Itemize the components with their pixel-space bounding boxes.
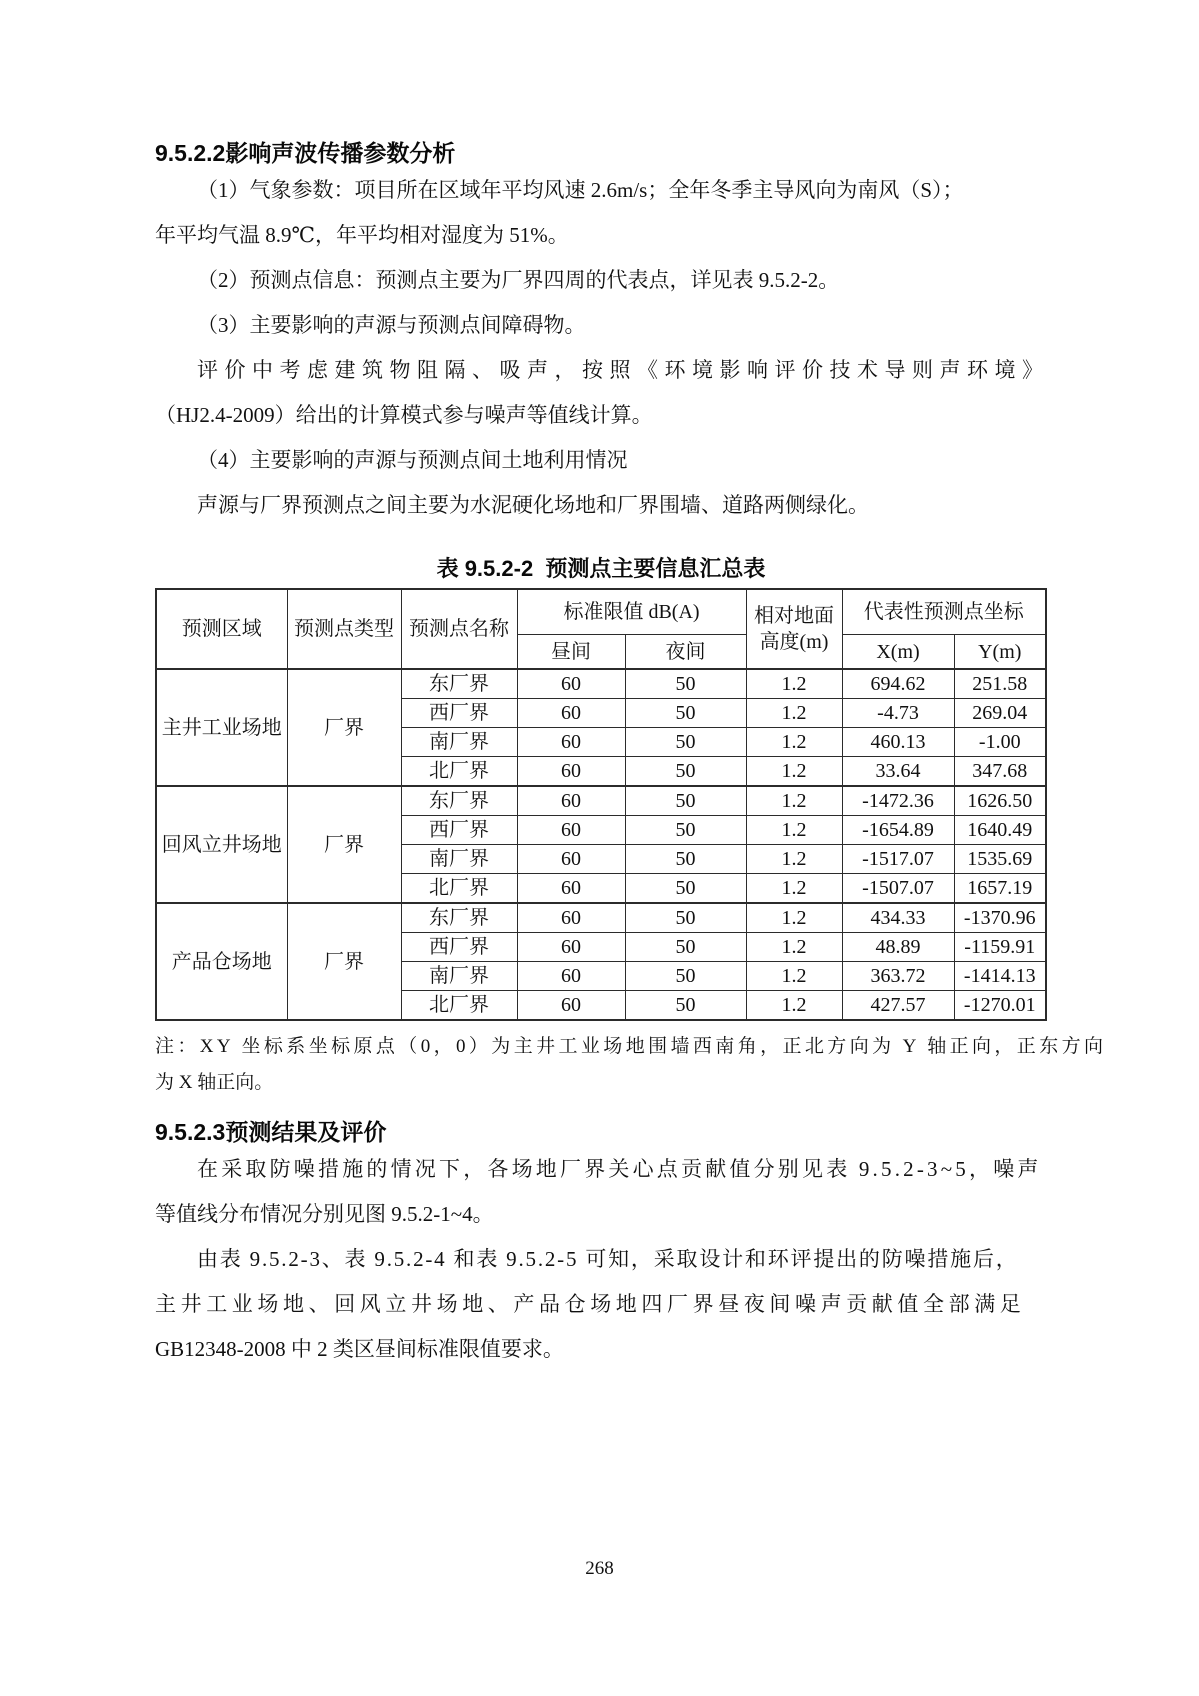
cell-day-limit: 60 (517, 991, 625, 1021)
cell-point-name: 北厂界 (401, 991, 517, 1021)
header-point-type: 预测点类型 (287, 589, 401, 669)
section-heading-9-5-2-2: 9.5.2.2影响声波传播参数分析 (155, 140, 456, 166)
cell-day-limit: 60 (517, 728, 625, 757)
cell-x: 427.57 (842, 991, 954, 1021)
cell-y: 347.68 (954, 757, 1046, 787)
paragraph-line: 主井工业场地、回风立井场地、产品仓场地四厂界昼夜间噪声贡献值全部满足 (155, 1292, 1026, 1316)
cell-point-name: 西厂界 (401, 699, 517, 728)
cell-day-limit: 60 (517, 757, 625, 787)
paragraph-line: （3）主要影响的声源与预测点间障碍物。 (197, 313, 586, 337)
header-x: X(m) (842, 635, 954, 670)
cell-night-limit: 50 (625, 845, 746, 874)
paragraph-line: （1）气象参数：项目所在区域年平均风速 2.6m/s；全年冬季主导风向为南风（S）； (197, 178, 964, 202)
cell-height: 1.2 (746, 991, 842, 1021)
cell-night-limit: 50 (625, 786, 746, 816)
cell-height: 1.2 (746, 845, 842, 874)
cell-height: 1.2 (746, 816, 842, 845)
cell-y: 1657.19 (954, 874, 1046, 904)
cell-y: -1159.91 (954, 933, 1046, 962)
cell-day-limit: 60 (517, 699, 625, 728)
header-coords: 代表性预测点坐标 (842, 589, 1046, 635)
cell-area: 主井工业场地 (156, 669, 287, 786)
cell-y: 269.04 (954, 699, 1046, 728)
table-row (156, 786, 1046, 816)
section-heading-9-5-2-3: 9.5.2.3预测结果及评价 (155, 1119, 387, 1145)
cell-day-limit: 60 (517, 903, 625, 933)
header-point-name: 预测点名称 (401, 589, 517, 669)
cell-night-limit: 50 (625, 991, 746, 1021)
cell-area: 产品仓场地 (156, 903, 287, 1020)
cell-y: 1640.49 (954, 816, 1046, 845)
cell-day-limit: 60 (517, 933, 625, 962)
cell-night-limit: 50 (625, 962, 746, 991)
cell-y: 1626.50 (954, 786, 1046, 816)
header-night: 夜间 (625, 635, 746, 670)
cell-point-name: 西厂界 (401, 816, 517, 845)
paragraph-line: 年平均气温 8.9℃，年平均相对湿度为 51%。 (155, 223, 569, 247)
cell-night-limit: 50 (625, 816, 746, 845)
cell-y: 251.58 (954, 669, 1046, 699)
cell-x: -1507.07 (842, 874, 954, 904)
cell-x: -4.73 (842, 699, 954, 728)
cell-night-limit: 50 (625, 933, 746, 962)
cell-night-limit: 50 (625, 903, 746, 933)
cell-height: 1.2 (746, 903, 842, 933)
cell-point-name: 南厂界 (401, 845, 517, 874)
cell-height: 1.2 (746, 728, 842, 757)
table-body (156, 669, 1046, 1020)
cell-point-name: 东厂界 (401, 903, 517, 933)
cell-night-limit: 50 (625, 728, 746, 757)
cell-point-type: 厂界 (287, 669, 401, 786)
cell-point-name: 南厂界 (401, 962, 517, 991)
cell-x: 694.62 (842, 669, 954, 699)
cell-x: 33.64 (842, 757, 954, 787)
table-title: 表 9.5.2-2 预测点主要信息汇总表 (436, 556, 766, 581)
header-area: 预测区域 (156, 589, 287, 669)
cell-x: 434.33 (842, 903, 954, 933)
header-limit: 标准限值 dB(A) (517, 589, 746, 635)
cell-x: 363.72 (842, 962, 954, 991)
cell-height: 1.2 (746, 669, 842, 699)
table-note-line: 注：XY 坐标系坐标原点（0，0）为主井工业场地围墙西南角，正北方向为 Y 轴正向，正东方向 (155, 1036, 1107, 1057)
cell-x: -1654.89 (842, 816, 954, 845)
cell-height: 1.2 (746, 874, 842, 904)
paragraph-line: （4）主要影响的声源与预测点间土地利用情况 (197, 448, 628, 472)
cell-night-limit: 50 (625, 757, 746, 787)
paragraph-line: （HJ2.4-2009）给出的计算模式参与噪声等值线计算。 (155, 403, 653, 427)
paragraph-line: 由表 9.5.2-3、表 9.5.2-4 和表 9.5.2-5 可知，采取设计和环评提出的防噪措施后， (197, 1247, 1019, 1271)
cell-x: 460.13 (842, 728, 954, 757)
cell-night-limit: 50 (625, 874, 746, 904)
cell-height: 1.2 (746, 933, 842, 962)
header-day: 昼间 (517, 635, 625, 670)
cell-night-limit: 50 (625, 669, 746, 699)
cell-day-limit: 60 (517, 816, 625, 845)
cell-day-limit: 60 (517, 962, 625, 991)
cell-x: -1472.36 (842, 786, 954, 816)
cell-point-type: 厂界 (287, 786, 401, 903)
paragraph-line: 等值线分布情况分别见图 9.5.2-1~4。 (155, 1202, 494, 1226)
page-number: 268 (585, 1558, 614, 1579)
cell-day-limit: 60 (517, 786, 625, 816)
paragraph-line: GB12348-2008 中 2 类区昼间标准限值要求。 (155, 1337, 564, 1361)
header-y: Y(m) (954, 635, 1046, 670)
prediction-points-table (155, 588, 1047, 1021)
cell-y: -1270.01 (954, 991, 1046, 1021)
paragraph-line: 在采取防噪措施的情况下，各场地厂界关心点贡献值分别见表 9.5.2-3~5，噪声 (197, 1157, 1042, 1181)
cell-y: 1535.69 (954, 845, 1046, 874)
cell-point-type: 厂界 (287, 903, 401, 1020)
cell-point-name: 北厂界 (401, 757, 517, 787)
cell-x: 48.89 (842, 933, 954, 962)
cell-point-name: 南厂界 (401, 728, 517, 757)
cell-point-name: 北厂界 (401, 874, 517, 904)
cell-point-name: 西厂界 (401, 933, 517, 962)
cell-night-limit: 50 (625, 699, 746, 728)
cell-y: -1414.13 (954, 962, 1046, 991)
table-note-line: 为 X 轴正向。 (155, 1072, 274, 1093)
paragraph-line: （2）预测点信息：预测点主要为厂界四周的代表点，详见表 9.5.2-2。 (197, 268, 840, 292)
table-row (156, 903, 1046, 933)
cell-height: 1.2 (746, 786, 842, 816)
cell-y: -1.00 (954, 728, 1046, 757)
cell-height: 1.2 (746, 962, 842, 991)
cell-point-name: 东厂界 (401, 786, 517, 816)
paragraph-line: 评价中考虑建筑物阻隔、吸声，按照《环境影响评价技术导则声环境》 (197, 358, 1050, 382)
cell-point-name: 东厂界 (401, 669, 517, 699)
cell-x: -1517.07 (842, 845, 954, 874)
cell-area: 回风立井场地 (156, 786, 287, 903)
cell-day-limit: 60 (517, 669, 625, 699)
cell-day-limit: 60 (517, 874, 625, 904)
page-content (155, 0, 1107, 1372)
table-row (156, 669, 1046, 699)
header-height: 相对地面高度(m) (746, 589, 842, 669)
cell-y: -1370.96 (954, 903, 1046, 933)
paragraph-line: 声源与厂界预测点之间主要为水泥硬化场地和厂界围墙、道路两侧绿化。 (197, 493, 869, 517)
cell-height: 1.2 (746, 699, 842, 728)
cell-height: 1.2 (746, 757, 842, 787)
cell-day-limit: 60 (517, 845, 625, 874)
table-header (156, 589, 1046, 669)
table-header-row (156, 589, 1046, 635)
